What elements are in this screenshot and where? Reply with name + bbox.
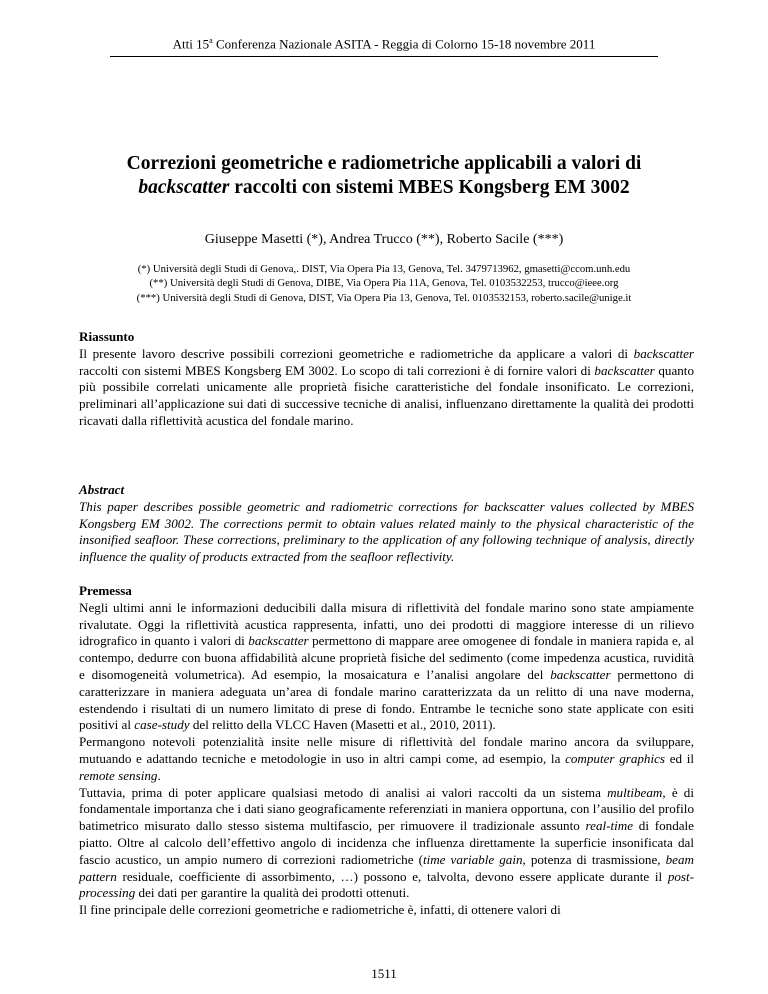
italic-term: case-study (134, 717, 190, 733)
header-post: Conferenza Nazionale ASITA - Reggia di Colorno 15-18 novembre 2011 (212, 36, 596, 52)
italic-term: computer graphics (565, 750, 666, 766)
title-line-2-rest: raccolti con sistemi MBES Kongsberg EM 3002 (229, 177, 630, 198)
text-run: . (157, 767, 161, 783)
italic-term: multibeam (607, 784, 663, 800)
text-run: del relitto della VLCC Haven (Masetti et al., 2010, 2011). (189, 717, 496, 733)
abstract-body: This paper describes possible geometric and radiometric corrections for backscatter values collected by MBES Kongsberg EM 3002. The corrections permit to obtain values related mainly to the physical characteristic of the insonified seafloor. These corrections, preliminary to the application of any following technique of analysis, directly influence the quality of products extracted from the seafloor reflectivity. (79, 498, 694, 565)
header-pre: Atti 15 (172, 36, 210, 52)
authors: Giuseppe Masetti (*), Andrea Trucco (**), Roberto Sacile (***) (204, 232, 564, 247)
italic-term: real-time (585, 818, 634, 834)
italic-term: remote sensing (79, 767, 158, 783)
text-run: dei dati per garantire la qualità dei prodotti ottenuti. (135, 885, 410, 901)
abstract-section (79, 482, 694, 566)
abstract-heading: Abstract (79, 482, 125, 497)
running-header (0, 36, 768, 52)
text-run: Negli ultimi anni le informazioni deducibili dalla misura di riflettività del fondale marino sono state ampiamente rivalutate. Oggi la riflettività acustica rappresenta, infatti, uno dei prodotti di maggiore interesse di un rilievo idrografico in quanto i valori di (79, 599, 694, 649)
text-run: raccolti con sistemi MBES Kongsberg EM 3002. Lo scopo di tali correzioni è di fornire valori di (79, 362, 595, 378)
header-rule (110, 56, 658, 57)
paper-title (40, 152, 728, 200)
riassunto-heading: Riassunto (79, 329, 135, 344)
affiliation-1: (*) Università degli Studi di Genova,. DIST, Via Opera Pia 13, Genova, Tel. 3479713962, gmasetti@ccom.unh.edu (137, 263, 631, 275)
italic-term: backscatter (248, 633, 309, 649)
italic-term: backscatter (594, 362, 655, 378)
italic-term: beam pattern (79, 851, 694, 884)
text-run: Tuttavia, prima di poter applicare qualsiasi metodo di analisi ai valori raccolti da un sistema (79, 784, 608, 800)
premessa-heading: Premessa (79, 583, 132, 598)
text-run: permettono di mappare aree omogenee di fondale in maniera rapida e, al contempo, dedurre con buona affidabilità alcune proprietà fisiche del sedimento (come impedenza acustica, ruvidità e disomogeneità volumetrica). Ad esempio, la mosaicatura e l’analisi angolare del (79, 633, 694, 682)
affiliations (0, 262, 768, 305)
italic-term: backscatter (550, 666, 611, 682)
premessa-section (79, 583, 694, 919)
text-run: , potenza di trasmissione, (522, 851, 666, 867)
text-run: residuale, coefficiente di assorbimento, …) possono e, talvolta, devono essere applicate durante il (116, 868, 668, 884)
riassunto-section (79, 329, 694, 430)
title-line-1: Correzioni geometriche e radiometriche applicabili a valori di (126, 153, 642, 174)
text-run: ed il (665, 750, 695, 766)
text-run: Il fine principale delle correzioni geometriche e radiometriche è, infatti, di ottenere valori di (79, 902, 561, 918)
text-run: Il presente lavoro descrive possibili correzioni geometriche e radiometriche da applicare a valori di (79, 345, 634, 361)
text-run: , è di fondamentale importanza che i dati siano geograficamente referenziati in maniera opportuna, con l’ausilio del profilo batimetrico misurato dallo stesso sistema multifascio, per rimuovere il tradizionale assunto (79, 784, 694, 834)
text-run: permettono di caratterizzare in maniera adeguata un’area di fondale marino caratterizzata da un relitto di una nave moderna, estendendo i risultati di un numero limitato di prese di fondo. Entrambe le tecniche sono state applicate con esiti positivi al (79, 666, 694, 733)
text-run: quanto più possibile correlati unicamente alle proprietà fisiche caratteristiche del fondale insonificato. Le correzioni, preliminari all’applicazione sui dati di successive tecniche di analisi, influenzano direttamente la qualità dei prodotti ricavati dalla riflettività acustica del fondale marino. (79, 362, 694, 428)
italic-term: time variable gain (422, 851, 523, 867)
premessa-body (79, 600, 694, 919)
header-superscript: a (209, 36, 213, 45)
title-italic-term: backscatter (138, 177, 230, 198)
title-line-2 (40, 176, 728, 200)
italic-term: backscatter (633, 345, 694, 361)
affiliation-2: (**) Università degli Studi di Genova, DIBE, Via Opera Pia 11A, Genova, Tel. 0103532253, trucco@ieee.org (149, 277, 619, 290)
text-run: di fondale piatto. Oltre al calcolo dell’effettivo angolo di incidenza che influenza direttamente la superficie insonificata dal fascio acustico, un ampio numero di correzioni radiometriche ( (79, 818, 694, 867)
text-run: Permangono notevoli potenzialità insite nelle misure di riflettività del fondale marino ancora da sviluppare, mutuando e adattando tecniche e metodologie in uso in altri campi come, ad esempio, la (79, 734, 694, 766)
affiliation-3: (***) Università degli Studi di Genova, DIST, Via Opera Pia 13, Genova, Tel. 0103532153, roberto.sacile@unige.it (136, 291, 632, 304)
page-number: 1511 (371, 966, 397, 981)
riassunto-body (79, 346, 694, 430)
italic-term: post-processing (79, 868, 694, 901)
